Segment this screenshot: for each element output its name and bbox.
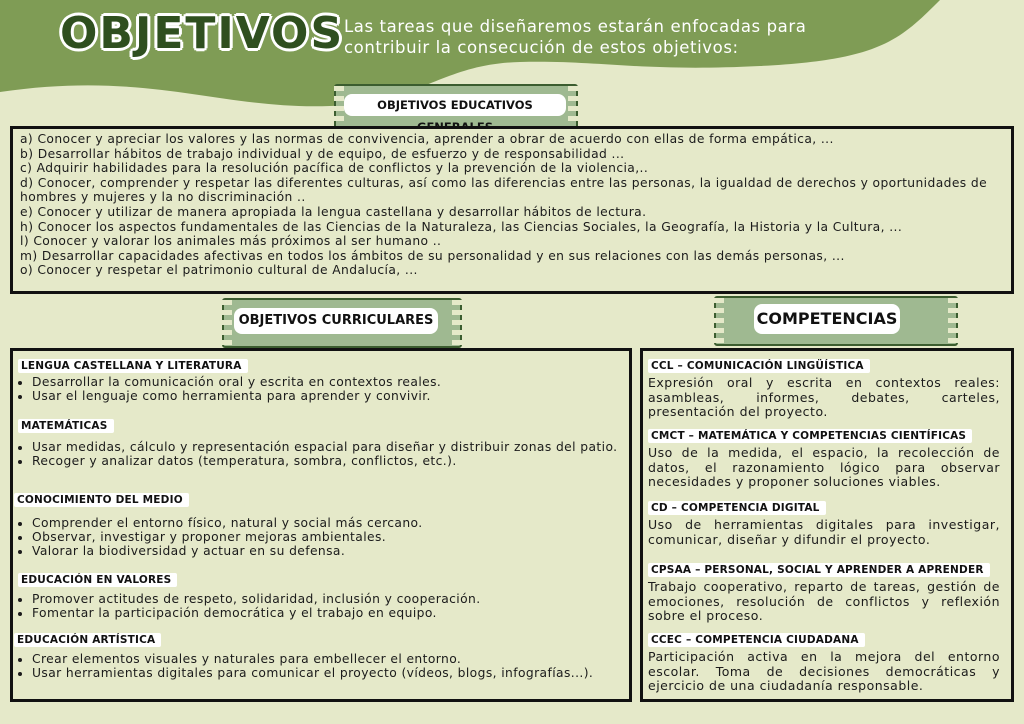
competencia-cmct: [648, 424, 1000, 490]
general-objectives-label: OBJETIVOS EDUCATIVOS: [344, 94, 566, 116]
section-tag: CONOCIMIENTO DEL MEDIO: [14, 493, 189, 507]
section-tag: EDUCACIÓN EN VALORES: [18, 573, 177, 587]
list-item: h) Conocer los aspectos fundamentales de las Ciencias de la Naturaleza, las Ciencias Sociales, la Geografía, la Historia y la Cultura, ...: [20, 219, 903, 234]
section-tag: LENGUA CASTELLANA Y LITERATURA: [18, 359, 248, 373]
competencia-description: Uso de la medida, el espacio, la recolección de datos, el razonamiento lógico para observar necesidades y proponer soluciones viables.: [648, 445, 1000, 490]
list-item: • Fomentar la participación democrática y el trabajo en equipo.: [32, 607, 628, 621]
list-item: • Recoger y analizar datos (temperatura, sombra, conflictos, etc.).: [32, 455, 628, 469]
competencia-description: Expresión oral y escrita en contextos reales: asambleas, informes, debates, carteles, presentación del proyecto.: [648, 375, 1000, 420]
list-item: • Crear elementos visuales y naturales para embellecer el entorno.: [32, 653, 628, 667]
competencia-description: Uso de herramientas digitales para investigar, comunicar, diseñar y difundir el proyecto.: [648, 517, 1000, 547]
list-item: • Promover actitudes de respeto, solidaridad, inclusión y cooperación.: [32, 593, 628, 607]
competencia-ccec: [648, 628, 1000, 694]
list-item: a) Conocer y apreciar los valores y las normas de convivencia, aprender a obrar de acuerdo con ellas de forma empática, ...: [20, 132, 834, 146]
curricular-section-medio: [14, 488, 628, 558]
competencia-cpsaa: [648, 558, 1000, 624]
list-item: d) Conocer, comprender y respetar las diferentes culturas, así como las diferencias entre las personas, la igualdad de derechos y oportunidades de hombres y mujeres y la no discriminación ..: [20, 175, 988, 205]
curricular-section-artistica: [14, 628, 628, 681]
section-tag: EDUCACIÓN ARTÍSTICA: [14, 633, 161, 647]
general-objectives-list: [20, 132, 1010, 278]
section-tag: CCL – COMUNICACIÓN LINGÜÍSTICA: [648, 359, 870, 373]
list-item: • Comprender el entorno físico, natural y social más cercano.: [32, 517, 628, 531]
section-tag: MATEMÁTICAS: [18, 419, 114, 433]
intro-text: Las tareas que diseñaremos estarán enfocadas para contribuir la consecución de estos objetivos:: [344, 17, 807, 57]
competencia-description: Participación activa en la mejora del entorno escolar. Toma de decisiones democráticas y ejercicio de una ciudadanía responsable.: [648, 649, 1000, 694]
list-item: l) Conocer y valorar los animales más próximos al ser humano ..: [20, 234, 442, 249]
list-item: b) Desarrollar hábitos de trabajo individual y de equipo, de esfuerzo y de responsabilidad ...: [20, 146, 625, 161]
list-item: • Valorar la biodiversidad y actuar en su defensa.: [32, 545, 628, 559]
list-item: c) Adquirir habilidades para la resolución pacífica de conflictos y la prevención de la violencia,..: [20, 161, 649, 176]
page-title: OBJETIVOS: [60, 8, 345, 59]
curricular-objectives-label: OBJETIVOS CURRICULARES: [234, 308, 438, 334]
section-tag: CMCT – MATEMÁTICA Y COMPETENCIAS CIENTÍFICAS: [648, 429, 972, 443]
list-item: o) Conocer y respetar el patrimonio cultural de Andalucía, ...: [20, 263, 418, 278]
section-tag: CCEC – COMPETENCIA CIUDADANA: [648, 633, 865, 647]
list-item: m) Desarrollar capacidades afectivas en todos los ámbitos de su personalidad y en sus relaciones con las demás personas, ...: [20, 248, 845, 263]
list-item: • Usar herramientas digitales para comunicar el proyecto (vídeos, blogs, infografías...).: [32, 667, 628, 681]
section-tag: CPSAA – PERSONAL, SOCIAL Y APRENDER A APRENDER: [648, 563, 990, 577]
competencias-label: COMPETENCIAS: [754, 304, 900, 334]
curricular-section-matematicas: [18, 414, 628, 469]
list-item: • Desarrollar la comunicación oral y escrita en contextos reales.: [32, 376, 628, 390]
curricular-section-lengua: [18, 354, 628, 404]
list-item: • Usar el lenguaje como herramienta para aprender y convivir.: [32, 390, 628, 404]
list-item: e) Conocer y utilizar de manera apropiada la lengua castellana y desarrollar hábitos de lectura.: [20, 204, 647, 219]
competencia-cd: [648, 496, 1000, 547]
curricular-section-valores: [18, 568, 628, 621]
section-tag: CD – COMPETENCIA DIGITAL: [648, 501, 826, 515]
competencia-ccl: [648, 354, 1000, 420]
list-item: • Usar medidas, cálculo y representación espacial para diseñar y distribuir zonas del patio.: [32, 441, 628, 455]
list-item: • Observar, investigar y proponer mejoras ambientales.: [32, 531, 628, 545]
competencia-description: Trabajo cooperativo, reparto de tareas, gestión de emociones, resolución de conflictos y reflexión sobre el proceso.: [648, 579, 1000, 624]
